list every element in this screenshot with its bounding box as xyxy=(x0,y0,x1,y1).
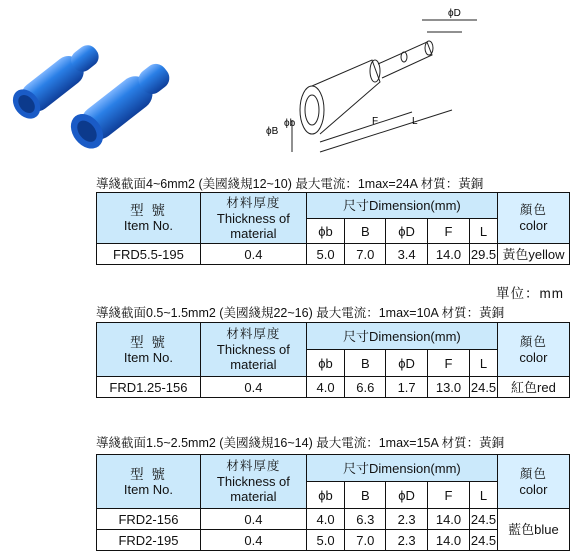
dimension-table-3 xyxy=(96,454,570,551)
cell-color: 黃色yellow xyxy=(497,244,569,265)
cell-B: 7.0 xyxy=(345,530,386,551)
spec-line-2: 導綫截面0.5~1.5mm2 (美國綫規22~16) 最大電流：1max=10A 材質：黃銅 xyxy=(96,306,505,320)
col-phib: ϕb xyxy=(306,350,344,377)
cell-B: 6.6 xyxy=(345,377,386,398)
cell-phib: 4.0 xyxy=(306,377,344,398)
drawing-label-L: L xyxy=(412,116,418,127)
dimension-header: 尺寸Dimension(mm) xyxy=(306,455,497,482)
col-L: L xyxy=(470,219,498,244)
cell-phiD: 1.7 xyxy=(386,377,427,398)
model-header: 型 號 Item No. xyxy=(97,193,201,244)
cell-phib: 5.0 xyxy=(306,530,344,551)
drawing-label-F: F xyxy=(372,116,379,127)
dimension-header: 尺寸Dimension(mm) xyxy=(306,323,497,350)
model-header: 型 號 Item No. xyxy=(97,323,201,377)
col-phib: ϕb xyxy=(306,219,344,244)
cell-phib: 5.0 xyxy=(306,244,344,265)
thickness-header: 材料厚度 Thickness of material xyxy=(200,323,306,377)
col-F: F xyxy=(427,219,469,244)
cell-F: 14.0 xyxy=(427,244,469,265)
col-phiD: ϕD xyxy=(386,350,427,377)
dimension-table-2 xyxy=(96,322,570,398)
table-row xyxy=(97,244,570,265)
cell-model: FRD5.5-195 xyxy=(97,244,201,265)
cell-thickness: 0.4 xyxy=(200,530,306,551)
col-F: F xyxy=(427,350,469,377)
model-header: 型 號 Item No. xyxy=(97,455,201,509)
table-row xyxy=(97,377,570,398)
table-header-row xyxy=(97,455,570,482)
col-B: B xyxy=(345,482,386,509)
drawing-label-phiD: ϕD xyxy=(448,8,461,19)
color-header: 顏色 color xyxy=(497,193,569,244)
technical-drawing xyxy=(262,2,477,167)
drawing-label-phiB: ϕB xyxy=(266,126,279,137)
cell-thickness: 0.4 xyxy=(200,509,306,530)
cell-thickness: 0.4 xyxy=(200,377,306,398)
unit-label: 單位：mm xyxy=(496,286,564,301)
product-photo xyxy=(0,0,200,160)
thickness-header: 材料厚度 Thickness of material xyxy=(200,455,306,509)
table-row xyxy=(97,509,570,530)
cell-color: 藍色blue xyxy=(497,509,569,551)
spec-line-3: 導綫截面1.5~2.5mm2 (美國綫規16~14) 最大電流：1max=15A 材質：黃銅 xyxy=(96,436,505,450)
cell-phib: 4.0 xyxy=(306,509,344,530)
spec-line-1: 導綫截面4~6mm2 (美國綫規12~10) 最大電流：1max=24A 材質：黃銅 xyxy=(96,177,484,191)
cell-color: 紅色red xyxy=(497,377,569,398)
cell-model: FRD2-195 xyxy=(97,530,201,551)
col-phib: ϕb xyxy=(306,482,344,509)
col-phiD: ϕD xyxy=(386,219,427,244)
cell-L: 29.5 xyxy=(470,244,498,265)
cell-B: 7.0 xyxy=(345,244,386,265)
cell-thickness: 0.4 xyxy=(200,244,306,265)
cell-model: FRD2-156 xyxy=(97,509,201,530)
col-L: L xyxy=(470,350,498,377)
cell-phiD: 3.4 xyxy=(386,244,427,265)
col-L: L xyxy=(470,482,498,509)
drawing-label-phib: ϕb xyxy=(284,118,296,129)
dimension-header: 尺寸Dimension(mm) xyxy=(306,193,497,219)
cell-L: 24.5 xyxy=(470,509,498,530)
col-F: F xyxy=(427,482,469,509)
thickness-header: 材料厚度 Thickness of material xyxy=(200,193,306,244)
color-header: 顏色 color xyxy=(497,455,569,509)
cell-model: FRD1.25-156 xyxy=(97,377,201,398)
col-B: B xyxy=(345,350,386,377)
cell-phiD: 2.3 xyxy=(386,509,427,530)
cell-F: 14.0 xyxy=(427,509,469,530)
col-phiD: ϕD xyxy=(386,482,427,509)
table-header-row xyxy=(97,193,570,219)
cell-L: 24.5 xyxy=(470,377,498,398)
col-B: B xyxy=(345,219,386,244)
cell-F: 13.0 xyxy=(427,377,469,398)
dimension-table-1 xyxy=(96,192,570,265)
cell-L: 24.5 xyxy=(470,530,498,551)
color-header: 顏色 color xyxy=(497,323,569,377)
cell-B: 6.3 xyxy=(345,509,386,530)
cell-phiD: 2.3 xyxy=(386,530,427,551)
cell-F: 14.0 xyxy=(427,530,469,551)
table-header-row xyxy=(97,323,570,350)
